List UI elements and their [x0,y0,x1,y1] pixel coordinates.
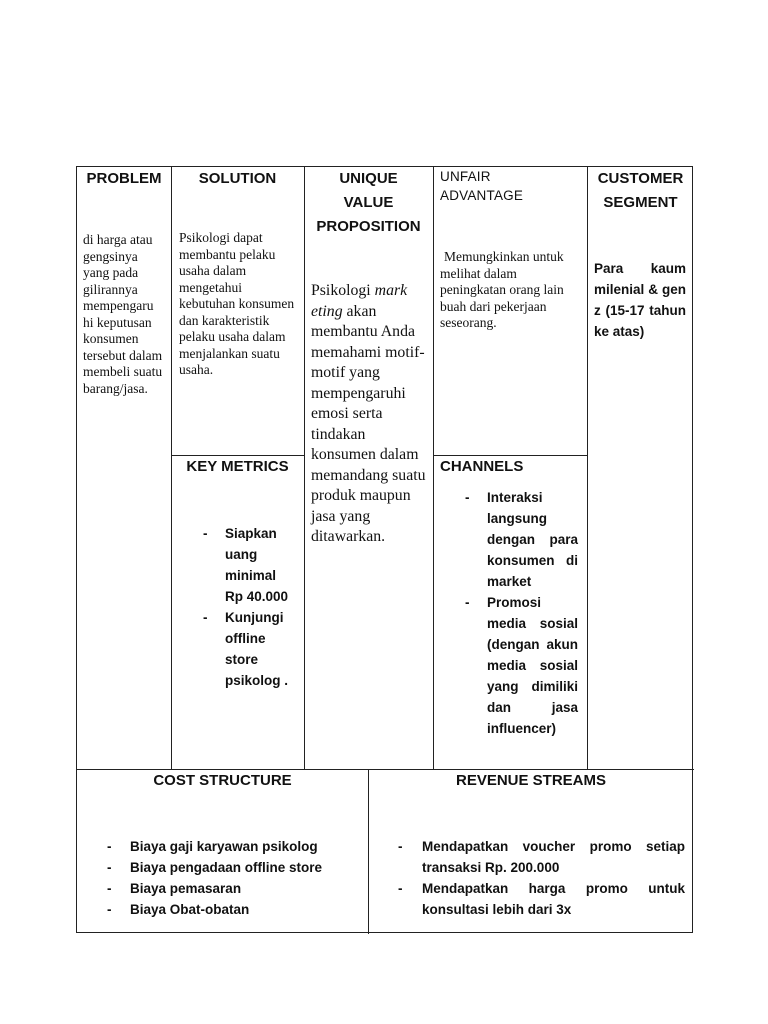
customer-segment-title-line: CUSTOMER [597,170,684,187]
cost-structure-cell [77,769,368,934]
solution-title: SOLUTION [198,170,277,187]
unfair-advantage-cell [433,167,587,455]
channels-title: CHANNELS [440,458,524,475]
key-metrics-list [171,523,304,691]
cost-item-text: Biaya pengadaan offline store [130,860,323,875]
bullet-dash: - [203,610,208,625]
bullet-dash: - [398,881,403,896]
revenue-streams-title: REVENUE STREAMS [455,772,607,789]
list-item [433,487,578,592]
problem-text: di harga atau gengsinya yang pada gilirannya mempengaru hi keputusan konsumen tersebut dalam membeli suatu barang/jasa. [83,232,163,396]
problem-title: PROBLEM [86,170,162,187]
unfair-advantage-title-line: UNFAIR [440,169,491,184]
revenue-streams-list [368,836,694,920]
channel-text: Promosi media sosial (dengan akun media sosial yang dimiliki dan jasa influencer) [487,595,578,736]
cost-item-text: Biaya gaji karyawan psikolog [130,839,318,854]
customer-segment-title [587,167,694,215]
cost-item-text: Biaya Obat-obatan [130,902,250,917]
unfair-advantage-title [440,167,580,205]
bullet-dash: - [107,881,112,896]
key-metrics-title: KEY METRICS [186,458,289,475]
list-item [77,857,368,878]
revenue-streams-cell [368,769,694,934]
key-metrics-cell [171,455,304,769]
bullet-dash: - [107,902,112,917]
uvp-text [311,281,431,548]
revenue-item-text: Mendapatkan voucher promo setiap transaksi Rp. 200.000 [422,839,685,875]
list-item [77,836,368,857]
customer-segment-title-line: SEGMENT [603,194,678,211]
uvp-text-pre: Psikologi [311,282,375,299]
unfair-advantage-title-line: ADVANTAGE [440,188,524,203]
uvp-title [304,167,433,239]
bullet-dash: - [107,860,112,875]
key-metric-text: Siapkan uang minimal Rp 40.000 [225,526,289,604]
customer-segment-text: Para kaum milenial & gen z (15-17 tahun ke atas) [594,261,686,339]
key-metric-text: Kunjungi offline store psikolog . [225,610,289,688]
cost-structure-list [77,836,368,920]
list-item [77,899,368,920]
bullet-dash: - [398,839,403,854]
bullet-dash: - [465,490,470,505]
lean-canvas-table [76,166,693,933]
uvp-title-line: PROPOSITION [316,218,421,235]
channels-cell [433,455,587,769]
cost-item-text: Biaya pemasaran [130,881,242,896]
solution-text: Psikologi dapat membantu pelaku usaha dalam mengetahui kebutuhan konsumen dan karakteristik pelaku usaha dalam menjalankan suatu usaha. [179,230,295,377]
uvp-text-post: akan membantu Anda memahami motif-motif yang mempengaruhi emosi serta tindakan konsumen dalam memandang suatu produk maupun jasa yang ditawarkan. [311,302,426,545]
list-item [368,836,685,878]
uvp-title-line: VALUE [343,194,394,211]
list-item [171,607,295,691]
cost-structure-title: COST STRUCTURE [153,772,292,789]
list-item [171,523,295,607]
channel-text: Interaksi langsung dengan para konsumen di market [487,490,578,589]
list-item [77,878,368,899]
uvp-text-italic: mark eting [311,282,408,320]
revenue-item-text: Mendapatkan harga promo untuk konsultasi lebih dari 3x [422,881,685,917]
list-item [368,878,685,920]
uvp-cell [304,167,433,769]
channels-list [433,487,587,739]
customer-segment-cell [587,167,694,769]
bullet-dash: - [465,595,470,610]
bullet-dash: - [107,839,112,854]
bullet-dash: - [203,526,208,541]
problem-cell [77,167,171,769]
unfair-advantage-text: Memungkinkan untuk melihat dalam peningkatan orang lain buah dari pekerjaan seseorang. [440,249,564,330]
solution-cell [171,167,304,455]
list-item [433,592,578,739]
uvp-title-line: UNIQUE [339,170,398,187]
